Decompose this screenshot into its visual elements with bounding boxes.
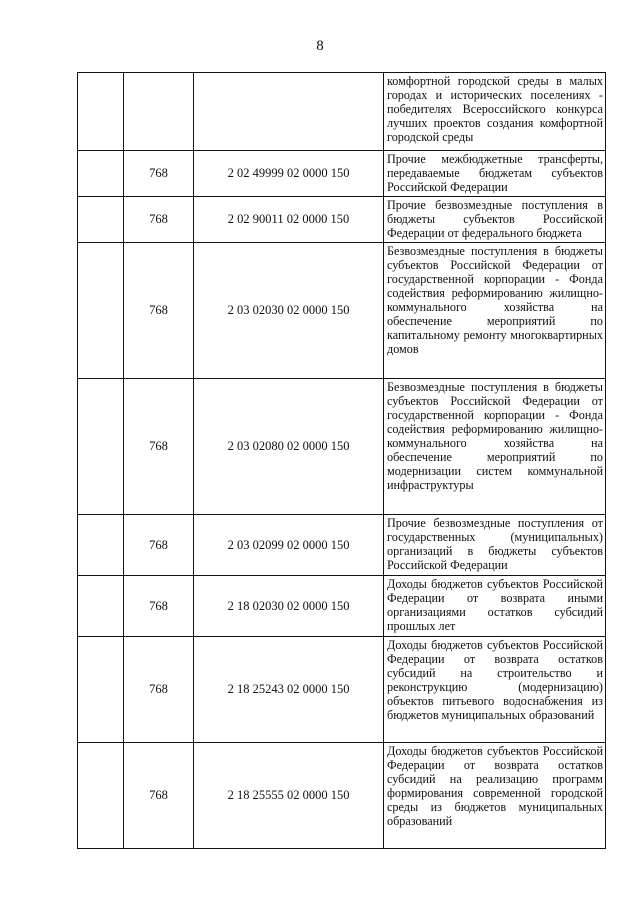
page-number: 8 [316, 38, 324, 54]
empty-cell [78, 515, 124, 576]
table-row [78, 637, 606, 743]
revenue-code-cell: 2 02 90011 02 0000 150 [194, 197, 384, 243]
budget-revenue-table [77, 72, 606, 849]
admin-code-cell: 768 [124, 515, 194, 576]
revenue-code-cell: 2 02 49999 02 0000 150 [194, 151, 384, 197]
table-row [78, 243, 606, 379]
empty-cell [78, 73, 124, 151]
revenue-code-cell: 2 18 25555 02 0000 150 [194, 743, 384, 849]
admin-code-cell: 768 [124, 379, 194, 515]
revenue-name-cell [384, 243, 606, 379]
revenue-name-text: Прочие безвозмездные поступления в бюджеты субъектов Российской Федерации от федерального бюджета [387, 198, 603, 240]
revenue-code-cell: 2 03 02080 02 0000 150 [194, 379, 384, 515]
revenue-name-text: Безвозмездные поступления в бюджеты субъектов Российской Федерации от государственной корпорации - Фонда содействия реформированию жилищно-коммунального хозяйства на обеспечение мероприятий по капитальному ремонту многоквартирных домов [387, 244, 603, 356]
revenue-name-cell [384, 379, 606, 515]
revenue-name-text: комфортной городской среды в малых городах и исторических поселениях - победителях Всероссийского конкурса лучших проектов создания комфортной городской среды [387, 74, 603, 144]
revenue-name-cell [384, 151, 606, 197]
revenue-code-cell [194, 73, 384, 151]
admin-code-cell: 768 [124, 576, 194, 637]
table-row [78, 151, 606, 197]
revenue-name-cell [384, 576, 606, 637]
revenue-name-text: Безвозмездные поступления в бюджеты субъектов Российской Федерации от государственной корпорации - Фонда содействия реформированию жилищно-коммунального хозяйства на обеспечение мероприятий по модернизации систем коммунальной инфраструктуры [387, 380, 603, 492]
admin-code-cell: 768 [124, 637, 194, 743]
revenue-code-cell: 2 18 02030 02 0000 150 [194, 576, 384, 637]
table-row [78, 197, 606, 243]
admin-code-cell [124, 73, 194, 151]
empty-cell [78, 151, 124, 197]
revenue-name-text: Прочие межбюджетные трансферты, передаваемые бюджетам субъектов Российской Федерации [387, 152, 603, 194]
empty-cell [78, 637, 124, 743]
revenue-name-cell [384, 73, 606, 151]
table-row [78, 379, 606, 515]
admin-code-cell: 768 [124, 243, 194, 379]
revenue-code-cell: 2 18 25243 02 0000 150 [194, 637, 384, 743]
table-row [78, 73, 606, 151]
revenue-name-cell [384, 197, 606, 243]
empty-cell [78, 379, 124, 515]
empty-cell [78, 243, 124, 379]
revenue-name-text: Доходы бюджетов субъектов Российской Федерации от возврата иными организациями остатков субсидий прошлых лет [387, 577, 603, 633]
revenue-name-text: Доходы бюджетов субъектов Российской Федерации от возврата остатков субсидий на строительство и реконструкцию (модернизацию) объектов питьевого водоснабжения из бюджетов муниципальных образований [387, 638, 603, 722]
empty-cell [78, 743, 124, 849]
revenue-code-cell: 2 03 02099 02 0000 150 [194, 515, 384, 576]
revenue-name-cell [384, 515, 606, 576]
empty-cell [78, 576, 124, 637]
revenue-name-text: Доходы бюджетов субъектов Российской Федерации от возврата остатков субсидий на реализацию программ формирования современной городской среды из бюджетов муниципальных образований [387, 744, 603, 828]
table-row [78, 515, 606, 576]
revenue-name-cell [384, 637, 606, 743]
revenue-name-cell [384, 743, 606, 849]
table-body [78, 73, 606, 849]
revenue-code-cell: 2 03 02030 02 0000 150 [194, 243, 384, 379]
admin-code-cell: 768 [124, 197, 194, 243]
revenue-name-text: Прочие безвозмездные поступления от государственных (муниципальных) организаций в бюджеты субъектов Российской Федерации [387, 516, 603, 572]
empty-cell [78, 197, 124, 243]
admin-code-cell: 768 [124, 743, 194, 849]
table-row [78, 576, 606, 637]
admin-code-cell: 768 [124, 151, 194, 197]
table-row [78, 743, 606, 849]
